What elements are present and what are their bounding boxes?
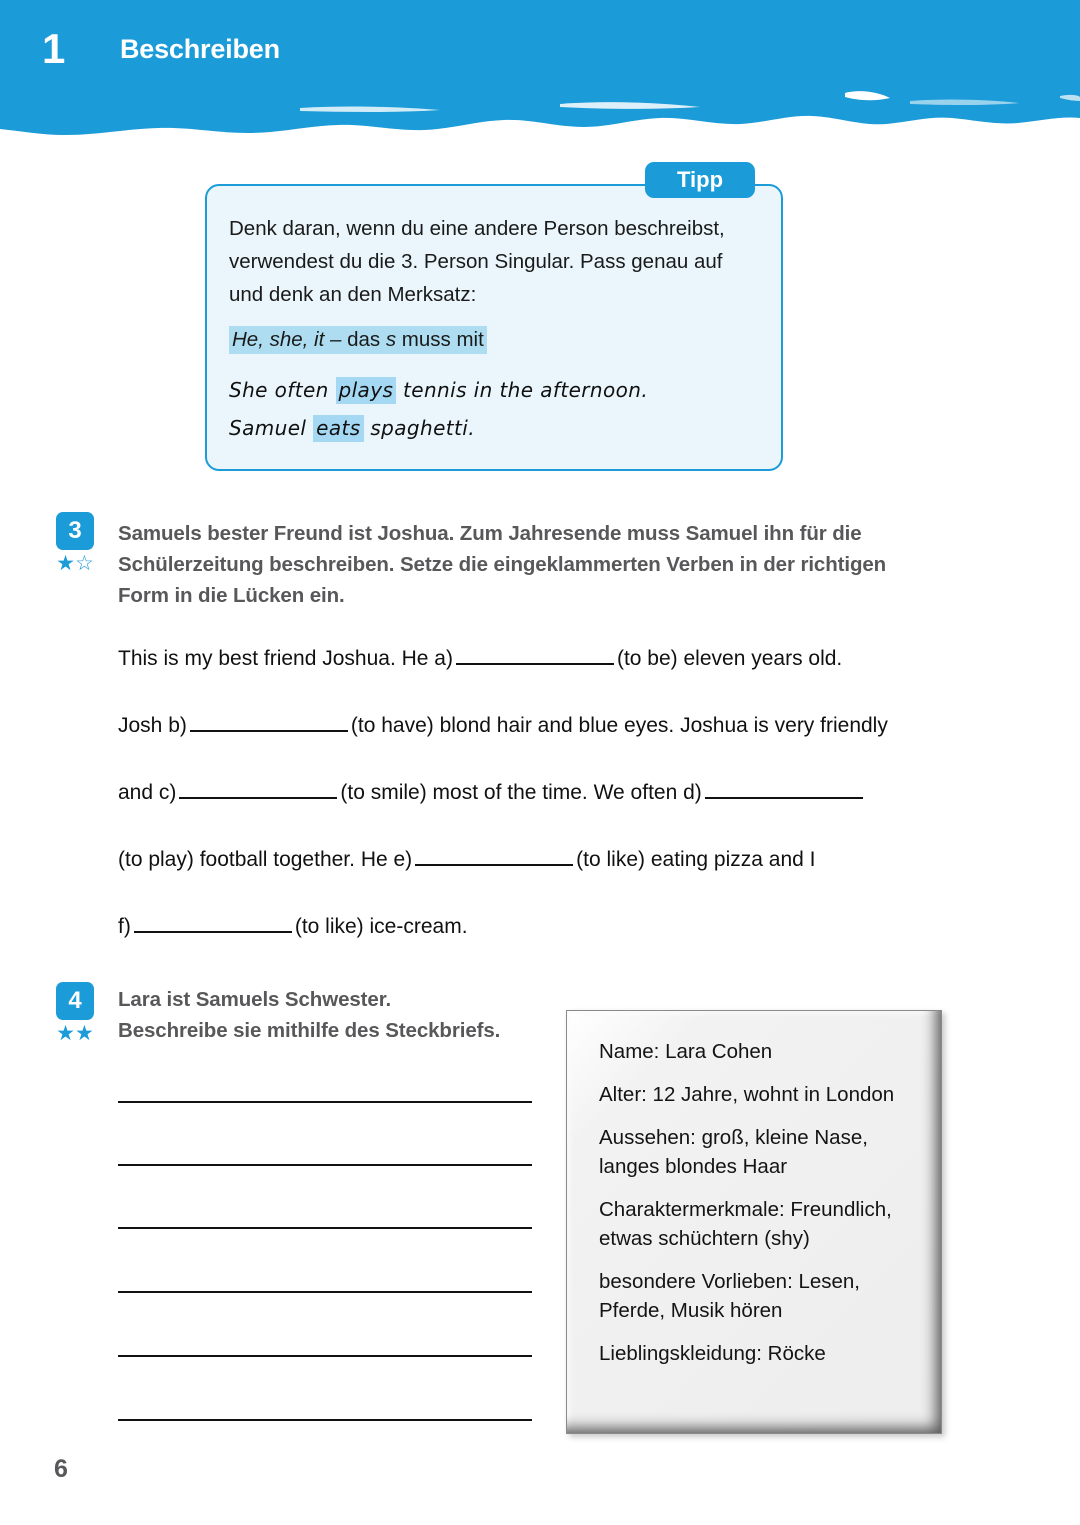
- example-1-after: tennis in the afternoon.: [396, 378, 649, 402]
- steckbrief-item-charakter: Charaktermerkmale: Freundlich, etwas schüchtern (shy): [599, 1198, 892, 1250]
- gapfill-line-f-text1: f): [118, 915, 131, 938]
- gapfill-line-b-text2: (to have) blond hair and blue eyes. Joshua is very friendly: [350, 714, 888, 737]
- answer-blank-a[interactable]: [456, 645, 614, 665]
- steckbrief-item-vorlieben: besondere Vorlieben: Lesen, Pferde, Musik hören: [599, 1270, 861, 1322]
- steckbrief-item-kleidung: Lieblingskleidung: Röcke: [599, 1342, 826, 1365]
- example-1-before: She often: [229, 378, 336, 402]
- gapfill-line-a-text1: This is my best friend Joshua. He a): [118, 647, 453, 670]
- exercise-4-number: 4: [56, 982, 94, 1020]
- page-header: [0, 0, 1080, 140]
- answer-blank-d[interactable]: [705, 779, 863, 799]
- writing-line[interactable]: [118, 1291, 532, 1293]
- chapter-number: 1: [42, 25, 65, 72]
- answer-blank-f[interactable]: [134, 913, 292, 933]
- page-title: Beschreiben: [120, 34, 280, 64]
- gapfill-line-f: [118, 912, 948, 979]
- tipp-intro-text: Denk daran, wenn du eine andere Person beschreibst, verwendest du die 3. Person Singular. Pass genau auf und denk an den Merksatz:: [229, 217, 725, 306]
- steckbrief-item-name: Name: Lara Cohen: [599, 1040, 773, 1063]
- tipp-rule-part4: muss mit: [396, 328, 484, 351]
- example-1-highlight: plays: [336, 377, 397, 404]
- tipp-rule-part1: He, she, it: [232, 328, 325, 351]
- tipp-example-2: [229, 409, 755, 447]
- gapfill-line-f-text2: (to like) ice-cream.: [294, 915, 468, 938]
- gapfill-line-e-text2: (to like) eating pizza and I: [576, 848, 816, 871]
- steckbrief-item-aussehen: Aussehen: groß, kleine Nase, langes blondes Haar: [599, 1126, 868, 1178]
- writing-line[interactable]: [118, 1164, 532, 1166]
- writing-line[interactable]: [118, 1419, 532, 1421]
- gapfill-line-e-text1: (to play) football together. He e): [118, 848, 413, 871]
- steckbrief-item-alter: Alter: 12 Jahre, wohnt in London: [599, 1083, 895, 1106]
- tipp-example-1: [229, 371, 755, 409]
- exercise-3-badge: [56, 512, 94, 576]
- exercise-4-instruction: [118, 984, 548, 1046]
- gapfill-line-b-text1: Josh b): [118, 714, 187, 737]
- tipp-box: [205, 184, 783, 471]
- example-2-after: spaghetti.: [363, 416, 475, 440]
- writing-line[interactable]: [118, 1227, 532, 1229]
- tipp-rule-part3: s: [385, 328, 397, 351]
- exercise-4-difficulty-stars: ★★: [56, 1022, 94, 1045]
- exercise-4-instruction-line1: Lara ist Samuels Schwester.: [118, 988, 392, 1011]
- answer-blank-e[interactable]: [415, 846, 573, 866]
- header-brush-banner: [0, 0, 1080, 140]
- example-2-highlight: eats: [313, 415, 363, 442]
- gapfill-line-c-d: [118, 778, 948, 845]
- exercise-3-difficulty-stars: ★☆: [56, 552, 94, 575]
- gapfill-line-c-text1: and c): [118, 781, 177, 804]
- writing-line[interactable]: [118, 1355, 532, 1357]
- tipp-rule-part2: – das: [324, 328, 386, 351]
- tipp-merksatz: [229, 325, 755, 355]
- gapfill-line-a: [118, 644, 948, 711]
- exercise-3-instruction: Samuels bester Freund ist Joshua. Zum Jahresende muss Samuel ihn für die Schülerzeitung beschreiben. Setze die eingeklammerten Verben in der richtigen Form in die Lücken ein.: [118, 522, 887, 607]
- gapfill-line-c-text2: (to smile) most of the time. We often d): [340, 781, 702, 804]
- example-2-before: Samuel: [229, 416, 314, 440]
- gapfill-line-b: [118, 711, 948, 778]
- exercise-4-badge: [56, 982, 94, 1046]
- exercise-3-gapfill: [118, 644, 948, 979]
- gapfill-line-e: [118, 845, 948, 912]
- answer-blank-c[interactable]: [179, 779, 337, 799]
- exercise-4-instruction-line2: Beschreibe sie mithilfe des Steckbriefs.: [118, 1019, 501, 1042]
- steckbrief-content: [587, 1033, 921, 1413]
- answer-blank-b[interactable]: [190, 712, 348, 732]
- tipp-tab-label: Tipp: [645, 162, 755, 198]
- exercise-3-number: 3: [56, 512, 94, 550]
- gapfill-line-a-text2: (to be) eleven years old.: [616, 647, 843, 670]
- writing-line[interactable]: [118, 1101, 532, 1103]
- steckbrief-box: [566, 1010, 942, 1434]
- page-number: 6: [54, 1455, 68, 1483]
